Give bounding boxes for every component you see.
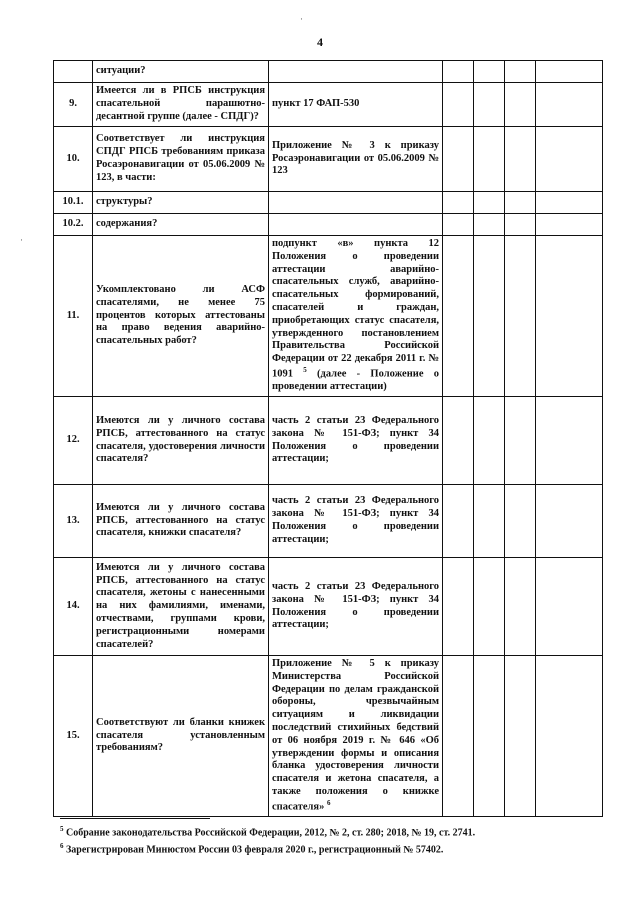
notes-cell (536, 192, 603, 214)
reference-cell (269, 236, 443, 397)
table-row (54, 127, 603, 192)
table-row (54, 656, 603, 817)
footnote-text: Собрание законодательства Российской Федерации, 2012, № 2, ст. 280; 2018, № 19, ст. 2741. (66, 827, 476, 839)
answer-yes-cell (443, 83, 474, 127)
footnote-text: Зарегистрирован Минюстом России 03 февраля 2020 г., регистрационный № 57402. (66, 844, 444, 856)
row-number: 12. (54, 397, 93, 485)
answer-no-cell (474, 214, 505, 236)
row-number: 13. (54, 485, 93, 558)
footnote-separator (60, 818, 210, 819)
question-cell: Соответствуют ли бланки книжек спасателя установленным требованиям? (93, 656, 269, 817)
table-row (54, 192, 603, 214)
reference-text: Приложение № 5 к приказу Министерства Российской Федерации по делам гражданской обороны, чрезвычайным ситуациям и ликвидации последствий стихийных бедствий от 06 ноября 2019 г. № 646 «Об утверждении формы и описания бланка удостоверения личности спасателя и жетона спасателя, а также положения о книжке спасателя» (272, 658, 439, 813)
notes-cell (536, 397, 603, 485)
question-cell: Соответствует ли инструкция СПДГ РПСБ требованиям приказа Росаэронавигации от 05.06.2009 № 123, в части: (93, 127, 269, 192)
row-number: 11. (54, 236, 93, 397)
table-row (54, 214, 603, 236)
table-row (54, 236, 603, 397)
reference-tail: (далее - Положение о проведении аттестации) (272, 368, 439, 393)
answer-no-cell (474, 236, 505, 397)
answer-yes-cell (443, 236, 474, 397)
reference-cell (269, 127, 443, 192)
footnote-ref: 5 (303, 365, 307, 374)
notes-cell (536, 558, 603, 656)
row-number: 9. (54, 83, 93, 127)
reference-text: Приложение № 3 к приказу Росаэронавигации от 05.06.2009 № 123 (272, 139, 439, 177)
reference-cell (269, 397, 443, 485)
row-number: 15. (54, 656, 93, 817)
page-number: 4 (317, 35, 323, 49)
footnote-number: 5 (60, 825, 64, 833)
question-cell: Укомплектовано ли АСФ спасателями, не менее 75 процентов которых аттестованы на право ведения аварийно-спасательных работ? (93, 236, 269, 397)
footnote-ref: 6 (327, 798, 331, 807)
question-cell: Имеются ли у личного состава РПСБ, аттестованного на статус спасателя, удостоверения личности спасателя? (93, 397, 269, 485)
reference-text: пункт 17 ФАП-530 (272, 98, 360, 110)
answer-no-cell (474, 397, 505, 485)
reference-cell (269, 485, 443, 558)
reference-cell (269, 192, 443, 214)
question-cell: Имеется ли в РПСБ инструкция спасательной парашютно-десантной группе (далее - СПДГ)? (93, 83, 269, 127)
answer-no-cell (474, 485, 505, 558)
reference-cell (269, 83, 443, 127)
answer-na-cell (505, 236, 536, 397)
row-number: 10.2. (54, 214, 93, 236)
scan-mark-left: · (20, 235, 23, 245)
question-cell: Имеются ли у личного состава РПСБ, аттестованного на статус спасателя, жетоны с нанесенными на них фамилиями, именами, отчествами, группами крови, регистрационными номерами спасателей? (93, 558, 269, 656)
answer-na-cell (505, 558, 536, 656)
answer-yes-cell (443, 656, 474, 817)
answer-yes-cell (443, 558, 474, 656)
row-number: 10. (54, 127, 93, 192)
notes-cell (536, 127, 603, 192)
row-number: 14. (54, 558, 93, 656)
notes-cell (536, 485, 603, 558)
question-cell: структуры? (93, 192, 269, 214)
reference-text: подпункт «в» пункта 12 Положения о проведении аттестации аварийно-спасательных служб, аварийно-спасательных формирований, спасателей и граждан, приобретающих статус спасателя, утвержденного постановлением Правительства Российской Федерации от 22 декабря 2011 г. № 1091 (272, 238, 439, 380)
footnote (60, 842, 600, 855)
answer-no-cell (474, 192, 505, 214)
answer-yes-cell (443, 61, 474, 83)
checklist-table (53, 60, 603, 817)
answer-na-cell (505, 485, 536, 558)
notes-cell (536, 61, 603, 83)
answer-yes-cell (443, 127, 474, 192)
answer-yes-cell (443, 397, 474, 485)
notes-cell (536, 83, 603, 127)
reference-cell (269, 214, 443, 236)
table-row (54, 485, 603, 558)
table-row (54, 397, 603, 485)
answer-no-cell (474, 61, 505, 83)
answer-na-cell (505, 83, 536, 127)
answer-yes-cell (443, 485, 474, 558)
notes-cell (536, 214, 603, 236)
answer-na-cell (505, 61, 536, 83)
reference-cell (269, 558, 443, 656)
answer-na-cell (505, 214, 536, 236)
answer-yes-cell (443, 214, 474, 236)
answer-na-cell (505, 656, 536, 817)
scan-mark-top: · (300, 14, 303, 24)
row-number (54, 61, 93, 83)
answer-no-cell (474, 656, 505, 817)
answer-yes-cell (443, 192, 474, 214)
answer-na-cell (505, 127, 536, 192)
footnote-number: 6 (60, 842, 64, 851)
answer-na-cell (505, 397, 536, 485)
notes-cell (536, 656, 603, 817)
reference-text: часть 2 статьи 23 Федерального закона № 151-ФЗ; пункт 34 Положения о проведении аттестации; (272, 580, 439, 631)
footnotes (60, 818, 600, 860)
row-number: 10.1. (54, 192, 93, 214)
table-row (54, 558, 603, 656)
table-row (54, 83, 603, 127)
question-cell: ситуации? (93, 61, 269, 83)
answer-no-cell (474, 83, 505, 127)
answer-na-cell (505, 192, 536, 214)
answer-no-cell (474, 558, 505, 656)
reference-text: часть 2 статьи 23 Федерального закона № 151-ФЗ; пункт 34 Положения о проведении аттестации; (272, 414, 439, 465)
question-cell: Имеются ли у личного состава РПСБ, аттестованного на статус спасателя, книжки спасателя? (93, 485, 269, 558)
reference-cell (269, 61, 443, 83)
footnote (60, 825, 600, 838)
reference-text: часть 2 статьи 23 Федерального закона № 151-ФЗ; пункт 34 Положения о проведении аттестации; (272, 495, 439, 545)
reference-cell (269, 656, 443, 817)
notes-cell (536, 236, 603, 397)
question-cell: содержания? (93, 214, 269, 236)
table-row (54, 61, 603, 83)
answer-no-cell (474, 127, 505, 192)
